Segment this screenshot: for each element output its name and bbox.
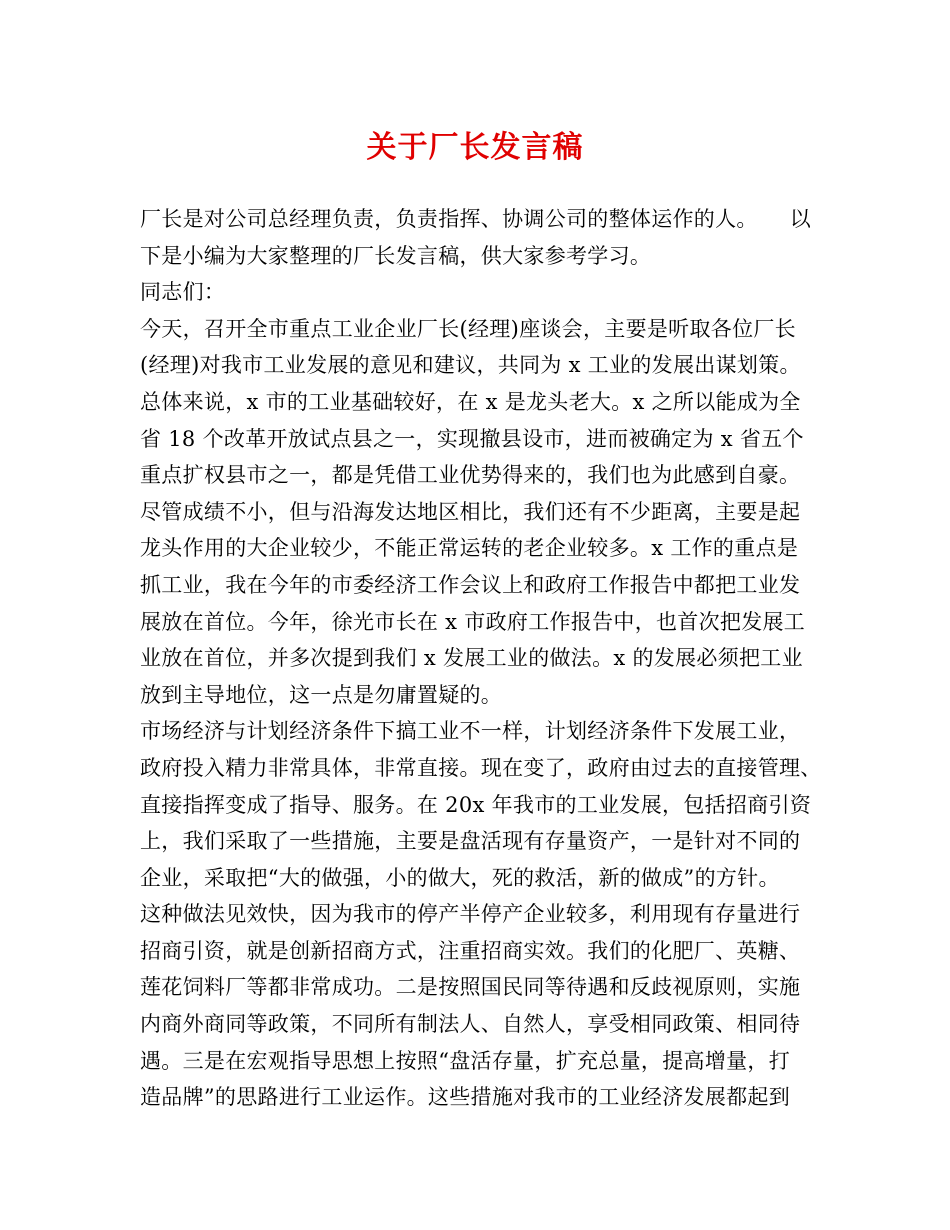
- body-line: (经理)对我市工业发展的意见和建议，共同为 x 工业的发展出谋划策。: [140, 353, 801, 378]
- body-line: 放到主导地位，这一点是勿庸置疑的。: [140, 682, 503, 707]
- body-line: 这种做法见效快，因为我市的停产半停产企业较多，利用现有存量进行: [140, 902, 801, 927]
- body-line: 抓工业，我在今年的市委经济工作会议上和政府工作报告中都把工业发: [140, 572, 801, 597]
- document-body: [140, 201, 830, 1116]
- body-line: 遇。三是在宏观指导思想上按照“盘活存量，扩充总量，提高增量，打: [140, 1048, 791, 1073]
- body-line: 重点扩权县市之一，都是凭借工业优势得来的，我们也为此感到自豪。: [140, 463, 801, 488]
- body-line: 龙头作用的大企业较少，不能正常运转的老企业较多。x 工作的重点是: [140, 536, 799, 561]
- body-line: 上，我们采取了一些措施，主要是盘活现有存量资产，一是针对不同的: [140, 829, 801, 854]
- body-line: 业放在首位，并多次提到我们 x 发展工业的做法。x 的发展必须把工业: [140, 646, 803, 671]
- body-line: 展放在首位。今年，徐光市长在 x 市政府工作报告中，也首次把发展工: [140, 609, 806, 634]
- body-line: 省 18 个改革开放试点县之一，实现撤县设市，进而被确定为 x 省五个: [140, 426, 804, 451]
- body-line: 下是小编为大家整理的厂长发言稿，供大家参考学习。: [140, 243, 652, 268]
- body-line: 政府投入精力非常具体，非常直接。现在变了，政府由过去的直接管理、: [140, 755, 822, 780]
- body-line: 总体来说，x 市的工业基础较好，在 x 是龙头老大。x 之所以能成为全: [140, 389, 801, 414]
- body-line: 造品牌”的思路进行工业运作。这些措施对我市的工业经济发展都起到: [140, 1085, 791, 1110]
- body-line: 招商引资，就是创新招商方式，注重招商实效。我们的化肥厂、英糖、: [140, 938, 801, 963]
- document-title: 关于厂长发言稿: [366, 130, 584, 165]
- body-line: 莲花饲料厂等都非常成功。二是按照国民同等待遇和反歧视原则，实施: [140, 975, 801, 1000]
- body-line: 厂长是对公司总经理负责，负责指挥、协调公司的整体运作的人。 以: [140, 207, 812, 231]
- body-line: 今天，召开全市重点工业企业厂长(经理)座谈会，主要是听取各位厂长: [140, 316, 796, 341]
- body-line: 同志们：: [140, 280, 226, 305]
- body-line: 市场经济与计划经济条件下搞工业不一样，计划经济条件下发展工业，: [140, 719, 801, 744]
- body-line: 直接指挥变成了指导、服务。在 20x 年我市的工业发展，包括招商引资: [140, 792, 812, 817]
- body-line: 企业，采取把“大的做强，小的做大，死的救活，新的做成”的方针。: [140, 865, 780, 890]
- body-line: 内商外商同等政策，不同所有制法人、自然人，享受相同政策、相同待: [140, 1012, 801, 1037]
- body-line: 尽管成绩不小，但与沿海发达地区相比，我们还有不少距离，主要是起: [140, 499, 801, 524]
